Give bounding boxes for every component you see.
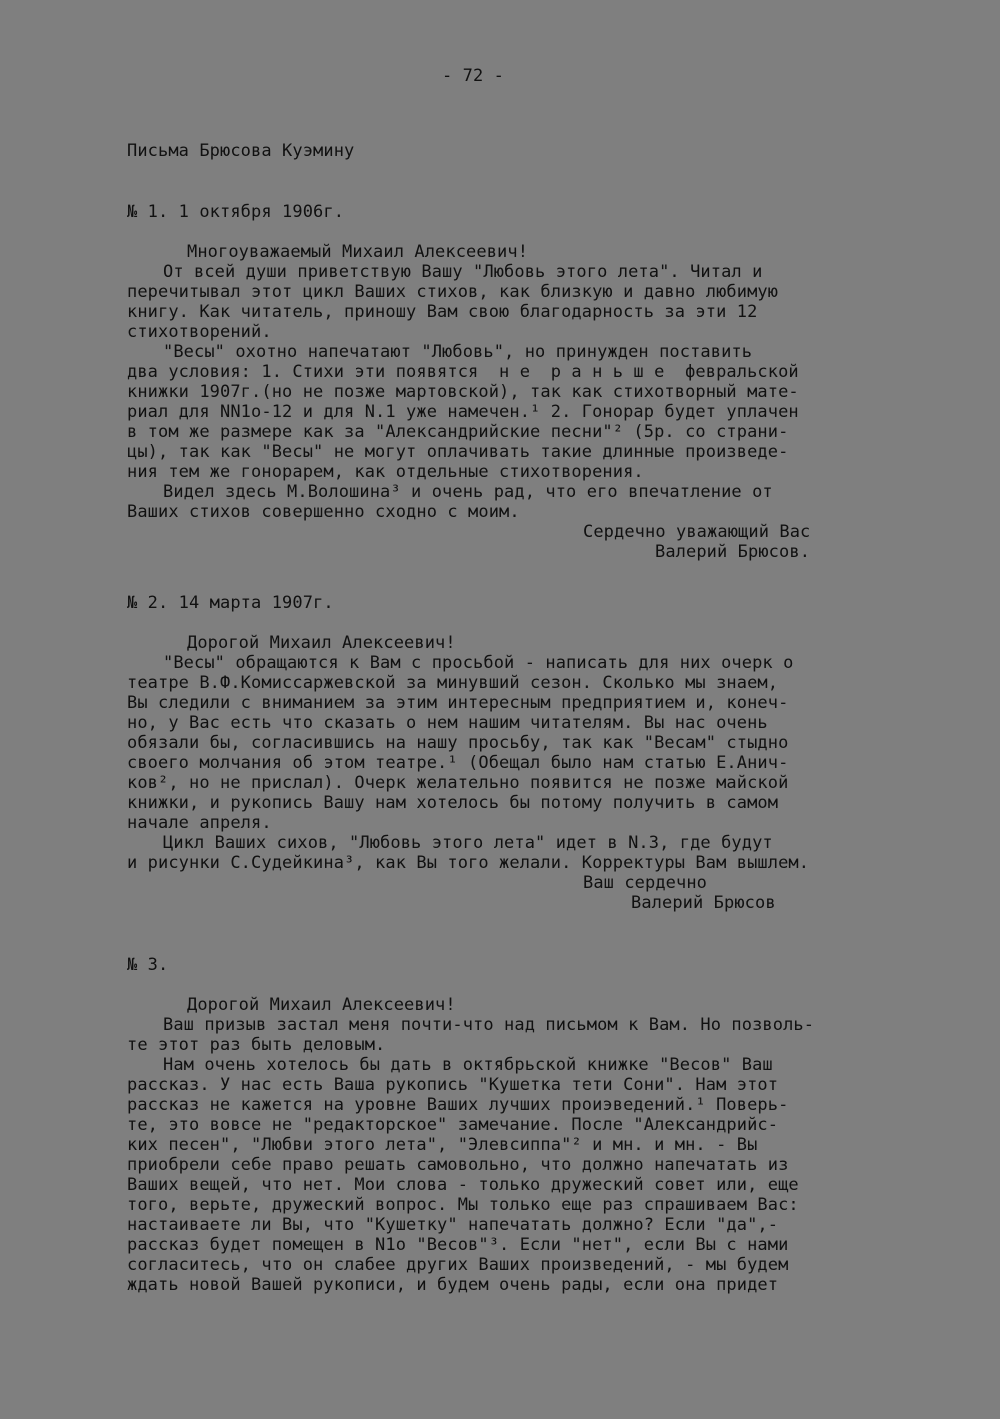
letter-1-line: цы), так как "Весы" не могут оплачивать такие длинные произведе- bbox=[127, 442, 789, 462]
letter-2-line: Цикл Ваших сихов, "Любовь этого лета" идет в N.3, где будут bbox=[163, 833, 773, 853]
letter-1-greeting: Многоуважаемый Михаил Алексеевич! bbox=[187, 242, 529, 262]
letter-1-line: От всей души приветствую Вашу "Любовь этого лета". Читал и bbox=[163, 262, 763, 282]
letter-1-closing: Сердечно уважающий Вас bbox=[583, 522, 811, 542]
letter-2-greeting: Дорогой Михаил Алексеевич! bbox=[187, 633, 456, 653]
page-number: - 72 - bbox=[442, 66, 505, 86]
letter-3-line: Нам очень хотелось бы дать в октябрьской книжке "Весов" Ваш bbox=[163, 1055, 773, 1075]
letter-2-heading: № 2. 14 марта 1907г. bbox=[127, 593, 334, 613]
letter-3-line: приобрели себе право решать самовольно, что должно напечатать из bbox=[127, 1155, 789, 1175]
letter-1-line: Ваших стихов совершенно сходно с моим. bbox=[127, 502, 520, 522]
letter-2-line: Вы следили с вниманием за этим интересным предприятием и, конеч- bbox=[127, 693, 789, 713]
letter-1-line: "Весы" охотно напечатают "Любовь", но принужден поставить bbox=[163, 342, 753, 362]
letter-1-line: два условия: 1. Стихи эти появятся н е р а н ь ш е февральской bbox=[127, 362, 799, 382]
letter-1-line: в том же размере как за "Александрийские песни"² (5р. со страни- bbox=[127, 422, 789, 442]
letter-2-signature: Валерий Брюсов bbox=[631, 893, 776, 913]
letter-3-greeting: Дорогой Михаил Алексеевич! bbox=[187, 995, 456, 1015]
letter-2-line: обязали бы, согласившись на нашу просьбу, так как "Весам" стыдно bbox=[127, 733, 789, 753]
letter-1-line: стихотворений. bbox=[127, 322, 272, 342]
letter-2-line: своего молчания об этом театре.¹ (Обещал было нам статью Е.Анич- bbox=[127, 753, 789, 773]
letter-2-line: театре В.Ф.Комиссаржевской за минувший сезон. Сколько мы знаем, bbox=[127, 673, 779, 693]
letter-3-line: Ваших вещей, что нет. Мои слова - только дружеский совет или, еще bbox=[127, 1175, 799, 1195]
letter-2-line: но, у Вас есть что сказать о нем нашим читателям. Вы нас очень bbox=[127, 713, 768, 733]
letter-3-line: ких песен", "Любви этого лета", "Элевсиппа"² и мн. и мн. - Вы bbox=[127, 1135, 758, 1155]
letter-1-line: риал для NN1о-12 и для N.1 уже намечен.¹ 2. Гонорар будет уплачен bbox=[127, 402, 799, 422]
letter-3-line: того, верьте, дружеский вопрос. Мы только еще раз спрашиваем Вас: bbox=[127, 1195, 799, 1215]
letter-2-line: ков², но не прислал). Очерк желательно появится не позже майской bbox=[127, 773, 789, 793]
letter-2-closing: Ваш сердечно bbox=[583, 873, 708, 893]
letter-1-line: книжки 1907г.(но не позже мартовской), так как стихотворный мате- bbox=[127, 382, 799, 402]
letter-1-line: ния тем же гонорарем, как отдельные стихотворения. bbox=[127, 462, 644, 482]
letter-3-line: настаиваете ли Вы, что "Кушетку" напечатать должно? Если "да",- bbox=[127, 1215, 779, 1235]
letter-3-line: те, это вовсе не "редакторское" замечание. После "Александрийс- bbox=[127, 1115, 779, 1135]
letter-2-line: и рисунки С.Судейкина³, как Вы того желали. Корректуры Вам вышлем. bbox=[127, 853, 810, 873]
letter-1-line: перечитывал этот цикл Ваших стихов, как близкую и давно любимую bbox=[127, 282, 779, 302]
letter-3-line: ждать новой Вашей рукописи, и будем очень рады, если она придет bbox=[127, 1275, 779, 1295]
letter-3-line: рассказ. У нас есть Ваша рукопись "Кушетка тети Сони". Нам этот bbox=[127, 1075, 779, 1095]
page-title: Письма Брюсова Куэмину bbox=[127, 141, 355, 161]
letter-1-line: книгу. Как читатель, приношу Вам свою благодарность за эти 12 bbox=[127, 302, 758, 322]
letter-3-line: рассказ не кажется на уровне Ваших лучших проиэведений.¹ Поверь- bbox=[127, 1095, 789, 1115]
letter-3-line: согласитесь, что он слабее других Ваших произведений, - мы будем bbox=[127, 1255, 789, 1275]
letter-2-line: "Весы" обращаются к Вам с просьбой - написать для них очерк о bbox=[163, 653, 794, 673]
letter-3-line: рассказ будет помещен в N1о "Весов"³. Если "нет", если Вы с нами bbox=[127, 1235, 789, 1255]
letter-1-heading: № 1. 1 октября 1906г. bbox=[127, 202, 345, 222]
letter-3-heading: № 3. bbox=[127, 955, 169, 975]
letter-2-line: начале апреля. bbox=[127, 813, 272, 833]
letter-2-line: книжки, и рукопись Вашу нам хотелось бы потому получить в самом bbox=[127, 793, 779, 813]
letter-1-line: Видел здесь М.Волошина³ и очень рад, что его впечатление от bbox=[163, 482, 773, 502]
letter-3-line: Ваш призыв застал меня почти-что над письмом к Вам. Но позволь- bbox=[163, 1015, 815, 1035]
letter-3-line: те этот раз быть деловым. bbox=[127, 1035, 386, 1055]
letter-1-signature: Валерий Брюсов. bbox=[655, 542, 811, 562]
